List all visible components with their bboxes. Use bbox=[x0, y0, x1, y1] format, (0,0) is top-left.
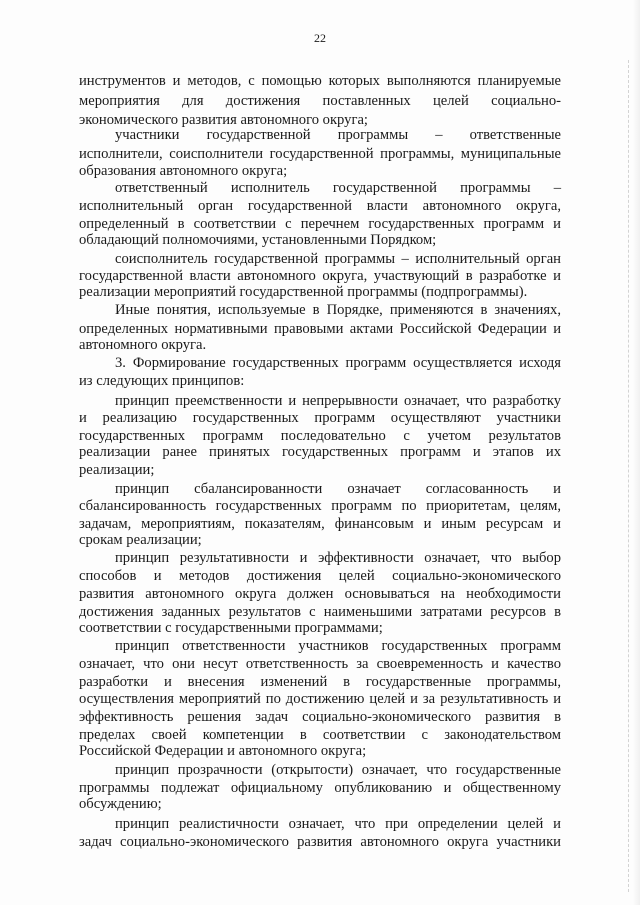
text-line: осуществления мероприятий по достижению целей и за результативность и bbox=[79, 691, 561, 707]
text-line: принцип реалистичности означает, что при определении целей и bbox=[115, 816, 561, 832]
text-line: достижения заданных результатов с наименьшими затратами ресурсов в bbox=[79, 604, 561, 620]
text-line: реализации ранее принятых государственных программ и этапов их bbox=[79, 444, 561, 460]
text-line: принцип прозрачности (открытости) означает, что государственные bbox=[115, 762, 561, 778]
text-line: инструментов и методов, с помощью которых выполняются планируемые bbox=[79, 73, 561, 89]
text-line: государственной власти автономного округа, участвующий в разработке и bbox=[79, 268, 561, 284]
text-line: Российской Федерации и автономного округа; bbox=[79, 743, 367, 759]
text-line: определенных нормативными правовыми актами Российской Федерации и bbox=[79, 321, 561, 337]
text-line: пределах своей компетенции в соответствии с законодательством bbox=[79, 727, 561, 743]
text-line: государственных программ последовательно с учетом результатов bbox=[79, 428, 561, 444]
scan-edge-shadow bbox=[633, 0, 640, 905]
text-line: эффективность решения задач социально-экономического развития в bbox=[79, 709, 561, 725]
text-line: участники государственной программы – ответственные bbox=[115, 127, 561, 143]
text-line: определенный в соответствии с перечнем государственных программ и bbox=[79, 216, 561, 232]
text-line: принцип сбалансированности означает согласованность и bbox=[115, 481, 561, 497]
text-line: программы подлежат официальному опубликованию и общественному bbox=[79, 780, 561, 796]
text-line: ответственный исполнитель государственной программы – bbox=[115, 180, 561, 196]
text-line: соисполнитель государственной программы – исполнительный орган bbox=[115, 251, 561, 267]
text-line: образования автономного округа; bbox=[79, 163, 288, 179]
text-line: означает, что они несут ответственность за своевременность и качество bbox=[79, 656, 561, 672]
text-line: и реализацию государственных программ осуществляют участники bbox=[79, 410, 561, 426]
text-line: способов и методов достижения целей социально-экономического bbox=[79, 568, 561, 584]
text-line: развития автономного округа должен основываться на необходимости bbox=[79, 586, 561, 602]
text-line: задачам, мероприятиям, показателям, финансовым и иным ресурсам и bbox=[79, 516, 561, 532]
text-line: автономного округа. bbox=[79, 337, 207, 353]
text-line: принцип ответственности участников государственных программ bbox=[115, 638, 561, 654]
text-line: из следующих принципов: bbox=[79, 373, 245, 389]
text-line: принцип преемственности и непрерывности означает, что разработку bbox=[115, 393, 561, 409]
text-line: соответствии с государственными программами; bbox=[79, 620, 383, 636]
text-line: сбалансированность государственных программ по приоритетам, целям, bbox=[79, 498, 561, 514]
text-line: 3. Формирование государственных программ осуществляется исходя bbox=[115, 355, 561, 371]
text-line: реализации мероприятий государственной программы (подпрограммы). bbox=[79, 284, 528, 300]
text-line: реализации; bbox=[79, 462, 155, 478]
text-line: задач социально-экономического развития автономного округа участники bbox=[79, 834, 561, 850]
text-line: обсуждению; bbox=[79, 796, 162, 812]
scan-edge-line bbox=[628, 60, 629, 892]
text-line: разработки и внесения изменений в государственные программы, bbox=[79, 674, 561, 690]
text-line: срокам реализации; bbox=[79, 532, 202, 548]
text-line: исполнительный орган государственной власти автономного округа, bbox=[79, 198, 561, 214]
text-line: принцип результативности и эффективности означает, что выбор bbox=[115, 550, 561, 566]
page-number: 22 bbox=[314, 31, 326, 45]
text-line: Иные понятия, используемые в Порядке, применяются в значениях, bbox=[115, 302, 561, 318]
text-line: исполнители, соисполнители государственной программы, муниципальные bbox=[79, 146, 561, 162]
text-line: экономического развития автономного округа; bbox=[79, 112, 368, 128]
text-line: мероприятия для достижения поставленных целей социально- bbox=[79, 93, 561, 109]
text-line: обладающий полномочиями, установленными Порядком; bbox=[79, 232, 437, 248]
